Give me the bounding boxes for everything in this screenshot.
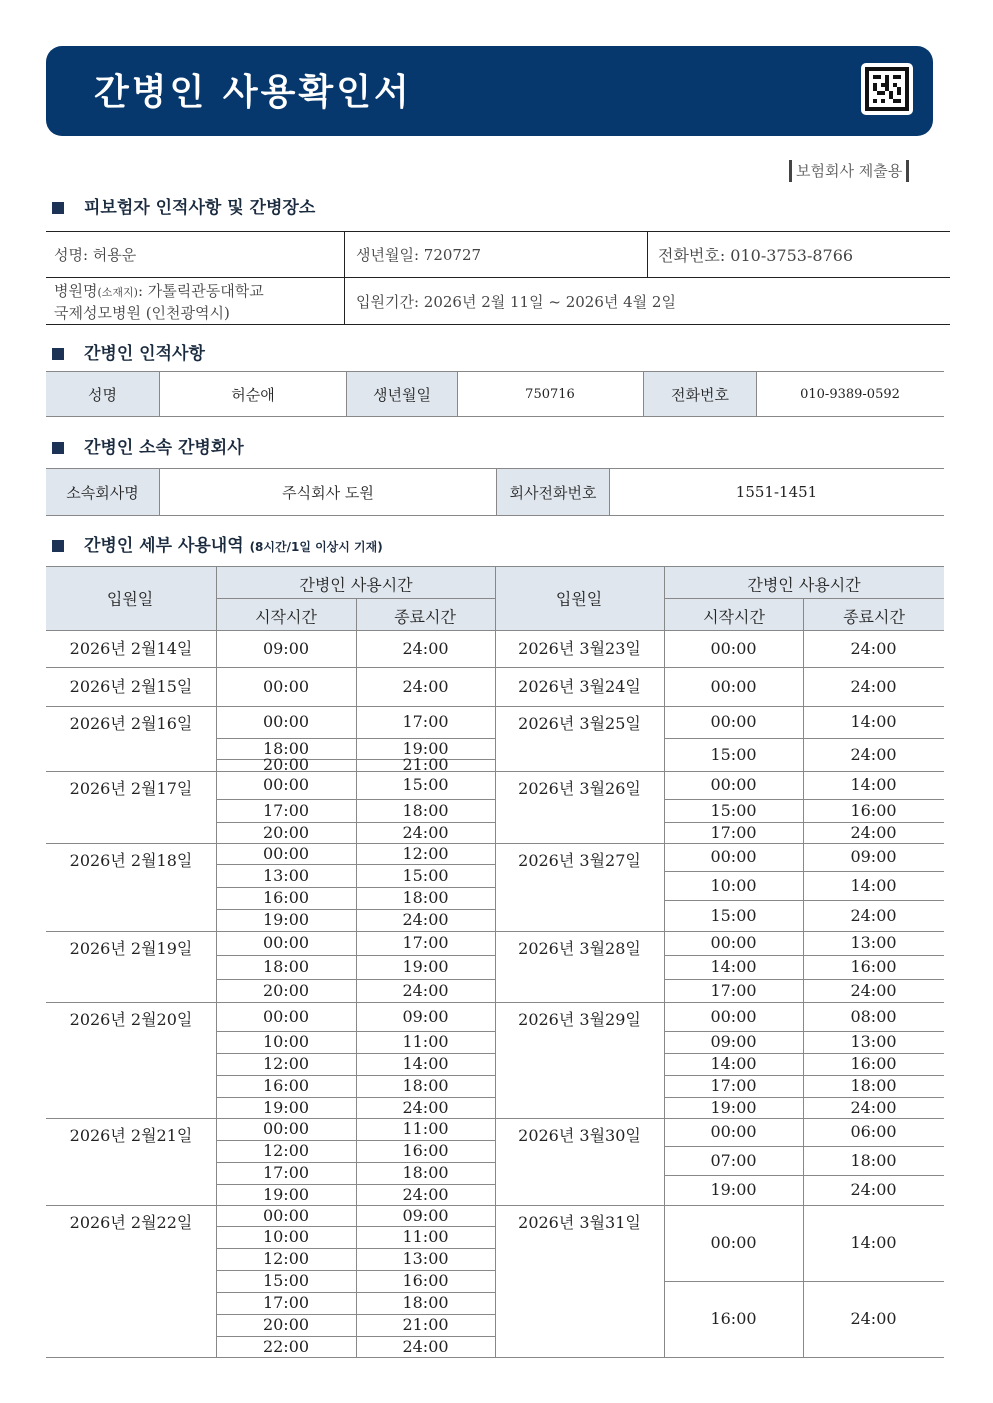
end-time-cell: 24:00 — [850, 638, 897, 658]
col-divider — [356, 598, 357, 1357]
row-divider — [216, 1314, 495, 1315]
col-divider — [495, 566, 496, 1357]
row-divider — [216, 1075, 495, 1076]
start-time-cell: 17:00 — [262, 800, 310, 820]
section-note: (8시간/1일 이상시 기재) — [249, 540, 383, 554]
row-divider — [216, 1226, 495, 1227]
end-time-cell: 16:00 — [850, 957, 897, 976]
patient-name: 성명: 허용운 — [54, 246, 137, 264]
square-bullet-icon — [52, 540, 64, 552]
section-header-patient — [52, 193, 315, 218]
row-divider — [216, 822, 495, 823]
end-time-cell: 18:00 — [402, 1293, 449, 1312]
caregiver-phone-label: 전화번호 — [643, 372, 757, 416]
square-bullet-icon — [52, 442, 64, 454]
hospital-line2: 국제성모병원 (인천광역시) — [54, 304, 230, 322]
end-time-cell: 14:00 — [850, 875, 897, 895]
start-time-cell: 17:00 — [262, 1293, 310, 1312]
row-divider — [216, 1053, 495, 1054]
start-time-cell: 12:00 — [262, 1141, 310, 1160]
row-divider — [216, 887, 495, 888]
row-divider — [664, 979, 944, 980]
start-time-cell: 15:00 — [710, 800, 757, 820]
start-time-cell: 20:00 — [262, 755, 310, 774]
start-time-cell: 12:00 — [262, 1249, 310, 1268]
end-time-cell: 17:00 — [402, 933, 449, 952]
row-divider — [664, 900, 944, 901]
row-divider — [664, 1075, 944, 1076]
row-divider — [664, 1031, 944, 1032]
header-start-right: 시작시간 — [703, 607, 765, 627]
start-time-cell: 00:00 — [710, 1233, 757, 1252]
date-cell-left: 2026년 2월15일 — [69, 676, 193, 696]
start-time-cell: 00:00 — [262, 933, 310, 952]
start-time-cell: 00:00 — [710, 933, 757, 952]
header-end-left: 종료시간 — [394, 607, 456, 627]
end-time-cell: 24:00 — [850, 1097, 897, 1117]
col-divider — [803, 598, 804, 1357]
end-time-cell: 24:00 — [402, 638, 449, 658]
row-divider — [216, 799, 495, 800]
row-divider — [216, 1336, 495, 1337]
row-divider — [664, 1175, 944, 1176]
start-time-cell: 09:00 — [262, 638, 310, 658]
start-time-cell: 13:00 — [262, 865, 310, 885]
company-phone: 1551-1451 — [735, 483, 818, 501]
start-time-cell: 17:00 — [262, 1163, 310, 1182]
end-time-cell: 24:00 — [850, 822, 897, 842]
header-split-right — [664, 598, 944, 599]
patient-birth: 생년월일: 720727 — [356, 246, 482, 264]
end-time-cell: 09:00 — [850, 847, 897, 866]
row-divider — [664, 738, 944, 739]
row-divider — [216, 909, 495, 910]
admission-period: 입원기간: 2026년 2월 11일 ~ 2026년 4월 2일 — [356, 293, 676, 311]
square-bullet-icon — [52, 202, 64, 214]
start-time-cell: 10:00 — [710, 875, 757, 895]
end-time-cell: 13:00 — [850, 933, 897, 952]
start-time-cell: 00:00 — [262, 676, 310, 696]
start-time-cell: 20:00 — [262, 1315, 310, 1334]
end-time-cell: 11:00 — [402, 1032, 449, 1051]
section-header-detail — [52, 531, 383, 556]
caregiver-birth: 750716 — [525, 386, 575, 402]
end-time-cell: 17:00 — [402, 712, 449, 731]
square-bullet-icon — [52, 348, 64, 360]
start-time-cell: 18:00 — [262, 738, 310, 758]
row-divider — [664, 1097, 944, 1098]
start-time-cell: 00:00 — [262, 1119, 310, 1138]
date-cell-right: 2026년 3월29일 — [518, 1010, 641, 1029]
start-time-cell: 14:00 — [710, 957, 757, 976]
end-time-cell: 24:00 — [850, 1309, 897, 1328]
start-time-cell: 00:00 — [710, 676, 757, 696]
row-divider — [216, 1031, 495, 1032]
end-time-cell: 24:00 — [850, 1180, 897, 1199]
date-cell-right: 2026년 3월25일 — [518, 714, 641, 733]
date-cell-left: 2026년 2월20일 — [69, 1010, 193, 1029]
end-time-cell: 16:00 — [402, 1271, 449, 1290]
date-cell-right: 2026년 3월30일 — [518, 1126, 641, 1145]
end-time-cell: 11:00 — [402, 1119, 449, 1138]
start-time-cell: 14:00 — [710, 1054, 757, 1073]
caregiver-birth-label: 생년월일 — [346, 372, 458, 416]
patient-table — [46, 231, 950, 325]
start-time-cell: 18:00 — [262, 957, 310, 976]
start-time-cell: 00:00 — [262, 775, 310, 794]
row-divider — [664, 1281, 944, 1282]
header-start-left: 시작시간 — [255, 607, 317, 627]
end-time-cell: 11:00 — [402, 1227, 449, 1246]
row-divider — [216, 1097, 495, 1098]
start-time-cell: 16:00 — [262, 1076, 310, 1095]
end-time-cell: 24:00 — [402, 1184, 449, 1204]
date-cell-left: 2026년 2월18일 — [69, 851, 193, 870]
header-usage-right: 간병인 사용시간 — [747, 575, 861, 595]
start-time-cell: 17:00 — [710, 1076, 757, 1095]
end-time-cell: 15:00 — [402, 775, 449, 794]
hospital-name — [54, 281, 264, 323]
section-header-company — [52, 433, 244, 458]
start-time-cell: 00:00 — [262, 712, 310, 731]
title-banner — [46, 46, 933, 136]
start-time-cell: 20:00 — [262, 822, 310, 842]
hospital-line1: : 가톨릭관동대학교 — [137, 282, 264, 300]
start-time-cell: 10:00 — [262, 1227, 310, 1246]
header-date-left: 입원일 — [106, 589, 154, 609]
date-cell-right: 2026년 3월24일 — [518, 676, 641, 696]
start-time-cell: 19:00 — [262, 1184, 310, 1204]
end-time-cell: 06:00 — [850, 1122, 897, 1141]
end-time-cell: 16:00 — [850, 800, 897, 820]
hospital-prefix: 병원명 — [54, 282, 98, 300]
section-title: 간병인 소속 간병회사 — [84, 438, 244, 458]
header-usage-left: 간병인 사용시간 — [299, 575, 413, 595]
date-cell-left: 2026년 2월17일 — [69, 779, 193, 798]
start-time-cell: 12:00 — [262, 1054, 310, 1073]
end-time-cell: 09:00 — [402, 1205, 449, 1225]
end-time-cell: 21:00 — [402, 755, 449, 774]
start-time-cell: 19:00 — [710, 1180, 757, 1199]
end-time-cell: 24:00 — [402, 822, 449, 842]
start-time-cell: 00:00 — [710, 775, 757, 794]
end-time-cell: 18:00 — [850, 1150, 897, 1170]
date-cell-left: 2026년 2월16일 — [69, 714, 193, 733]
end-time-cell: 18:00 — [402, 888, 449, 907]
row-divider — [216, 1140, 495, 1141]
end-time-cell: 08:00 — [850, 1006, 897, 1026]
start-time-cell: 00:00 — [262, 1006, 310, 1026]
row-divider — [216, 1184, 495, 1185]
end-time-cell: 16:00 — [402, 1141, 449, 1160]
date-cell-left: 2026년 2월21일 — [69, 1126, 193, 1145]
start-time-cell: 15:00 — [262, 1271, 310, 1290]
row-divider — [664, 799, 944, 800]
start-time-cell: 19:00 — [262, 910, 310, 929]
end-time-cell: 15:00 — [402, 865, 449, 885]
col-divider — [216, 566, 217, 1357]
patient-phone: 전화번호: 010-3753-8766 — [658, 246, 854, 265]
end-time-cell: 14:00 — [850, 775, 897, 794]
row-divider — [216, 738, 495, 739]
start-time-cell: 22:00 — [262, 1336, 310, 1356]
start-time-cell: 00:00 — [710, 847, 757, 866]
end-time-cell: 21:00 — [402, 1315, 449, 1334]
start-time-cell: 15:00 — [710, 744, 757, 764]
date-cell-right: 2026년 3월27일 — [518, 851, 641, 870]
date-cell-left: 2026년 2월22일 — [69, 1213, 193, 1232]
start-time-cell: 00:00 — [710, 712, 757, 731]
end-time-cell: 14:00 — [850, 1233, 897, 1252]
end-time-cell: 24:00 — [402, 676, 449, 696]
caregiver-phone: 010-9389-0592 — [800, 386, 900, 402]
row-divider — [216, 1292, 495, 1293]
start-time-cell: 19:00 — [710, 1097, 757, 1117]
date-cell-left: 2026년 2월19일 — [69, 939, 193, 958]
end-time-cell: 24:00 — [850, 744, 897, 764]
start-time-cell: 16:00 — [262, 888, 310, 907]
section-title: 피보험자 인적사항 및 간병장소 — [84, 198, 316, 218]
section-title: 간병인 세부 사용내역 — [84, 536, 244, 556]
end-time-cell: 24:00 — [402, 1336, 449, 1356]
start-time-cell: 07:00 — [710, 1150, 757, 1170]
end-time-cell: 09:00 — [402, 1006, 449, 1026]
start-time-cell: 00:00 — [710, 1006, 757, 1026]
row-divider — [216, 1248, 495, 1249]
date-cell-left: 2026년 2월14일 — [69, 638, 193, 658]
qr-code-icon — [861, 63, 913, 115]
hospital-location-label: (소재지) — [97, 286, 138, 299]
document-title: 간병인 사용확인서 — [94, 72, 412, 113]
date-cell-right: 2026년 3월28일 — [518, 939, 641, 958]
row-divider — [216, 864, 495, 865]
section-header-caregiver — [52, 339, 205, 364]
company-table — [46, 468, 944, 516]
end-time-cell: 24:00 — [850, 980, 897, 1000]
start-time-cell: 00:00 — [710, 1122, 757, 1141]
section-title: 간병인 인적사항 — [84, 344, 205, 364]
end-time-cell: 18:00 — [402, 800, 449, 820]
row-divider — [216, 1270, 495, 1271]
end-time-cell: 16:00 — [850, 1054, 897, 1073]
end-time-cell: 24:00 — [402, 980, 449, 1000]
company-phone-label: 회사전화번호 — [496, 469, 610, 515]
block-border — [46, 1357, 944, 1358]
start-time-cell: 20:00 — [262, 980, 310, 1000]
end-time-cell: 24:00 — [402, 910, 449, 929]
start-time-cell: 00:00 — [710, 638, 757, 658]
company-name: 주식회사 도원 — [282, 483, 374, 502]
end-time-cell: 24:00 — [402, 1097, 449, 1117]
end-time-cell: 13:00 — [850, 1032, 897, 1051]
row-divider — [664, 955, 944, 956]
row-divider — [664, 1146, 944, 1147]
col-divider — [664, 566, 665, 1357]
row-divider — [664, 871, 944, 872]
date-cell-right: 2026년 3월23일 — [518, 638, 641, 658]
row-divider — [216, 1162, 495, 1163]
end-time-cell: 18:00 — [850, 1076, 897, 1095]
caregiver-table — [46, 371, 944, 417]
end-time-cell: 12:00 — [402, 843, 449, 863]
header-end-right: 종료시간 — [843, 607, 905, 627]
start-time-cell: 19:00 — [262, 1097, 310, 1117]
end-time-cell: 13:00 — [402, 1249, 449, 1268]
end-time-cell: 24:00 — [850, 905, 897, 925]
end-time-cell: 24:00 — [850, 676, 897, 696]
end-time-cell: 14:00 — [850, 712, 897, 731]
start-time-cell: 00:00 — [262, 1205, 310, 1225]
start-time-cell: 09:00 — [710, 1032, 757, 1051]
date-cell-right: 2026년 3월26일 — [518, 779, 641, 798]
submission-stamp: 보험회사 제출용 — [789, 160, 909, 182]
header-date-right: 입원일 — [555, 589, 603, 609]
start-time-cell: 16:00 — [710, 1309, 757, 1328]
end-time-cell: 19:00 — [402, 957, 449, 976]
row-divider — [664, 822, 944, 823]
row-divider — [216, 955, 495, 956]
usage-detail-table — [46, 566, 944, 1357]
end-time-cell: 18:00 — [402, 1076, 449, 1095]
caregiver-name-label: 성명 — [46, 372, 160, 416]
caregiver-name: 허순애 — [231, 385, 275, 404]
start-time-cell: 17:00 — [710, 980, 757, 1000]
end-time-cell: 18:00 — [402, 1163, 449, 1182]
row-divider — [216, 759, 495, 760]
start-time-cell: 00:00 — [262, 843, 310, 863]
date-cell-right: 2026년 3월31일 — [518, 1213, 641, 1232]
row-divider — [216, 979, 495, 980]
start-time-cell: 17:00 — [710, 822, 757, 842]
start-time-cell: 10:00 — [262, 1032, 310, 1051]
end-time-cell: 19:00 — [402, 738, 449, 758]
row-divider — [664, 1053, 944, 1054]
company-name-label: 소속회사명 — [46, 469, 160, 515]
end-time-cell: 14:00 — [402, 1054, 449, 1073]
start-time-cell: 15:00 — [710, 905, 757, 925]
